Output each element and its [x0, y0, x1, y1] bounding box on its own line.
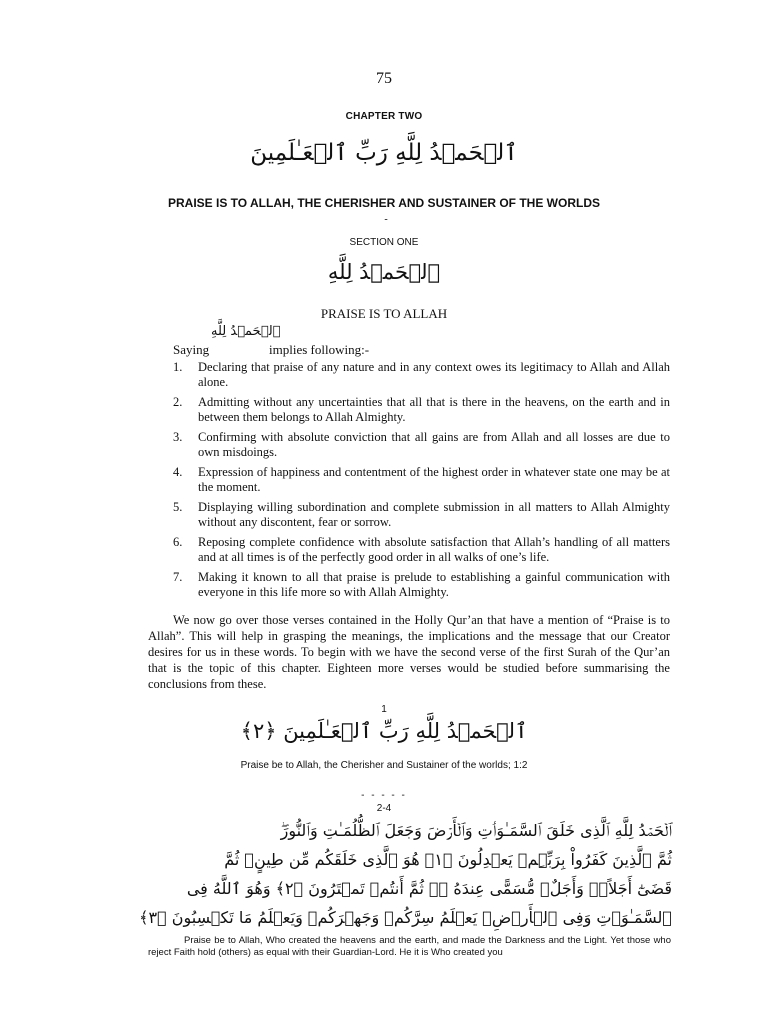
verse-block-translation: Praise be to Allah, Who created the heavens and the earth, and made the Darkness and the Light. Yet those who reject Faith hold (others) as equal with their Guardian-Lord. He it is Who created you	[148, 935, 671, 958]
list-item	[173, 465, 670, 495]
verse-line: ثُمَّ ٱلَّذِينَ كَفَرُواْ بِرَبِّہِمۡ يَعۡدِلُونَ ﴿١﴾ هُوَ ٱلَّذِى خَلَقَكُم مِّن طِينٍ۬ ثُمَّ	[224, 850, 672, 869]
list-item	[173, 500, 670, 530]
list-item-number: 5.	[173, 500, 183, 514]
verse-range-number: 2-4	[376, 803, 392, 814]
saying-word: Saying	[173, 342, 210, 357]
chapter-title: PRAISE IS TO ALLAH, THE CHERISHER AND SUSTAINER OF THE WORLDS	[167, 196, 601, 210]
page-number: 75	[376, 70, 392, 87]
list-item-text: Reposing complete confidence with absolute satisfaction that Allah’s handling of all matters and at all times is of the perfectly good order in all walks of one’s life.	[198, 535, 670, 564]
verse-block-arabic	[139, 816, 672, 932]
verse-line: ٱلسَّمَـٰوَٲتِ وَفِى ٱلۡأَرۡضِ‌ۖ يَعۡلَمُ سِرَّكُمۡ وَجَهۡرَكُمۡ وَيَعۡلَمُ مَا تَكۡسِبُونَ ﴿٣﴾	[139, 908, 672, 927]
list-item-text: Admitting without any uncertainties that all that is there in the heavens, on the earth and in between them belongs to Allah Almighty.	[198, 395, 670, 424]
list-item-text: Making it known to all that praise is prelude to establishing a gainful communication with everyone in this life more so with Allah Almighty.	[198, 570, 670, 599]
list-item-number: 3.	[173, 430, 183, 444]
list-item	[173, 360, 670, 390]
verse-line: ٱلۡحَمۡدُ لِلَّهِ ٱلَّذِى خَلَقَ ٱلسَّمَـٰوَٲتِ وَٱلۡأَرۡضَ وَجَعَلَ ٱلظُّلُمَـٰتِ وَٱلنُّورَ‌ۖ	[280, 821, 672, 840]
list-item	[173, 430, 670, 460]
verse-line: قَضَىٰٓ أَجَلاً۬‌ۖ وَأَجَلٌ۬ مُّسَمًّى عِندَهُ ۥ‌ۖ ثُمَّ أَنتُمۡ تَمۡتَرُونَ ﴿٢﴾ وَهُوَ ٱللَّهُ فِى	[186, 879, 672, 898]
inline-arabic-phrase: ٱلۡحَمۡدُ لِلَّهِ	[211, 324, 281, 339]
list-item-number: 1.	[173, 360, 183, 374]
body-paragraph: We now go over those verses contained in the Holly Qur’an that have a mention of “Praise is to Allah”. This will help in grasping the meanings, the implications and the message that our Creator desires for us in these words. To begin with we have the second verse of the first Surah of the Qur’an that is the topic of this chapter. Eighteen more verses would be studied before summarising the conclusions from these.	[148, 613, 670, 691]
list-item-text: Confirming with absolute conviction that all gains are from Allah and all losses are due to own misdoings.	[198, 430, 670, 459]
verse-arabic: ٱلۡحَمۡدُ لِلَّهِ رَبِّ ٱلۡعَـٰلَمِينَ ﴿٢﴾	[240, 719, 528, 743]
implications-list	[173, 360, 670, 605]
list-item-number: 4.	[173, 465, 183, 479]
saying-rest: implies following:-	[269, 342, 370, 357]
list-item-number: 2.	[173, 395, 183, 409]
list-item	[173, 570, 670, 600]
list-item-text: Expression of happiness and contentment of the highest order in whatever state one may be at the moment.	[198, 465, 670, 494]
title-separator: -	[384, 214, 388, 225]
section-arabic-heading: ٱلۡحَمۡدُ لِلَّهِ	[327, 260, 441, 284]
verse-number: 1	[381, 704, 387, 715]
section-title: PRAISE IS TO ALLAH	[320, 306, 448, 321]
list-item	[173, 535, 670, 565]
arabic-heading: ٱلۡحَمۡدُ لِلَّهِ رَبِّ ٱلۡعَـٰلَمِينَ	[250, 140, 518, 166]
chapter-label: CHAPTER TWO	[345, 111, 423, 122]
list-item-number: 7.	[173, 570, 183, 584]
section-label: SECTION ONE	[349, 237, 419, 248]
list-item-text: Declaring that praise of any nature and in any context owes its legitimacy to Allah and Allah alone.	[198, 360, 670, 389]
list-item-number: 6.	[173, 535, 183, 549]
dash-separator: - - - - -	[361, 790, 407, 801]
verse-translation: Praise be to Allah, the Cherisher and Sustainer of the worlds; 1:2	[240, 760, 528, 771]
list-item	[173, 395, 670, 425]
list-item-text: Displaying willing subordination and complete submission in all matters to Allah Almighty without any discontent, fear or sorrow.	[198, 500, 670, 529]
